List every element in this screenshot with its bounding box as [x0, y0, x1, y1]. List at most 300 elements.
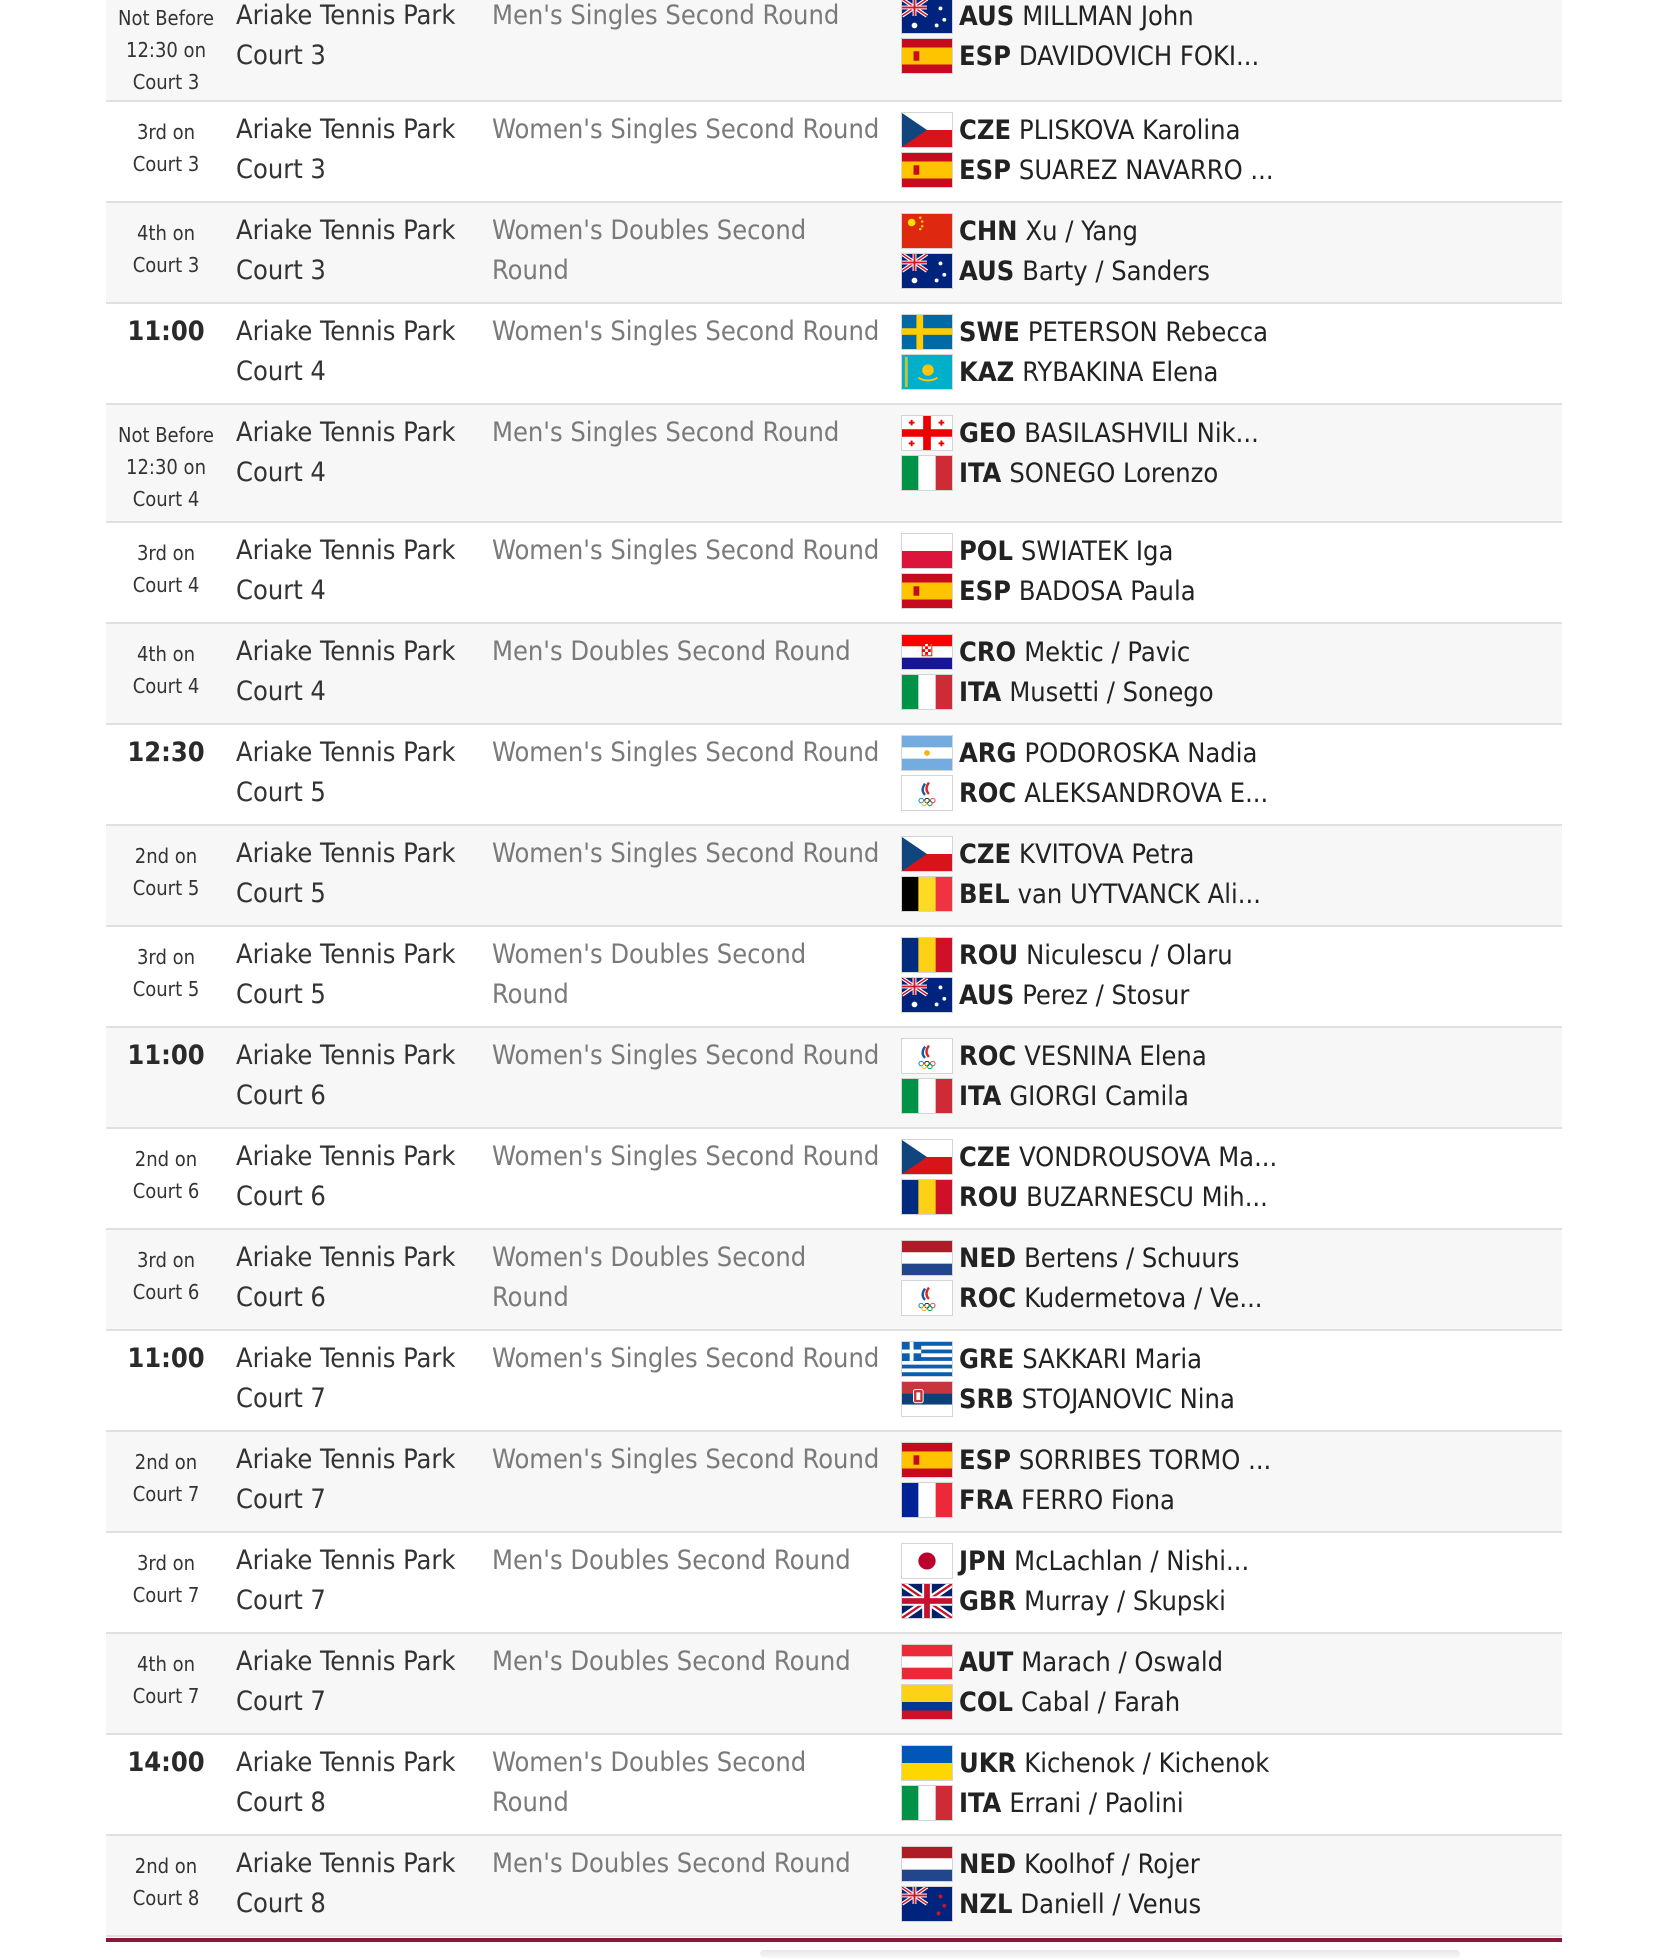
competitor-name: Niculescu / Olaru	[1026, 939, 1233, 971]
venue-court: Court 6	[236, 1282, 326, 1313]
table-row[interactable]	[106, 1634, 1562, 1735]
flag-gre-icon	[901, 1341, 953, 1377]
country-code: ROU	[959, 1181, 1019, 1213]
table-row[interactable]	[106, 1836, 1562, 1937]
event-name[interactable]: Men's Doubles Second Round	[492, 1848, 851, 1879]
venue	[236, 1129, 476, 1217]
match-time	[106, 523, 226, 622]
country-code: AUS	[959, 0, 1015, 32]
competitor-name: Barty / Sanders	[1022, 255, 1210, 287]
competitor[interactable]	[901, 312, 1268, 352]
table-row[interactable]	[106, 0, 1562, 102]
table-row[interactable]	[106, 1432, 1562, 1533]
competitor[interactable]	[901, 0, 1259, 36]
country-code: ROC	[959, 777, 1017, 809]
country-code: ROU	[959, 939, 1019, 971]
flag-geo-icon	[901, 415, 953, 451]
match-time	[106, 1028, 226, 1127]
competitor-name: Kichenok / Kichenok	[1024, 1747, 1270, 1779]
competitor-name: KVITOVA Petra	[1019, 838, 1195, 870]
event-name[interactable]: Men's Doubles Second Round	[492, 1646, 851, 1677]
competitor[interactable]	[901, 531, 1196, 571]
flag-swe-icon	[901, 314, 953, 350]
competitor-name: ALEKSANDROVA E...	[1024, 777, 1269, 809]
competitor-name: MILLMAN John	[1022, 0, 1194, 32]
competitors	[901, 1432, 1271, 1520]
venue-name: Ariake Tennis Park	[236, 316, 456, 347]
country-code: GBR	[959, 1585, 1017, 1617]
table-row[interactable]	[106, 624, 1562, 725]
competitor[interactable]	[901, 1642, 1223, 1682]
flag-roc-icon	[901, 775, 953, 811]
venue	[236, 1230, 476, 1318]
match-time	[106, 0, 226, 100]
flag-esp-icon	[901, 573, 953, 609]
table-row[interactable]	[106, 1028, 1562, 1129]
competitor[interactable]	[901, 352, 1268, 392]
flag-srb-icon	[901, 1381, 953, 1417]
competitors	[901, 1634, 1223, 1722]
flag-aus-icon	[901, 253, 953, 289]
competitor-name: Bertens / Schuurs	[1024, 1242, 1240, 1274]
venue	[236, 1533, 476, 1621]
flag-cze-icon	[901, 836, 953, 872]
competitor-name: Musetti / Sonego	[1009, 676, 1214, 708]
competitor-name: Kudermetova / Ve...	[1024, 1282, 1263, 1314]
venue	[236, 304, 476, 392]
footer-shadow	[760, 1950, 1460, 1958]
venue	[236, 927, 476, 1015]
competitor[interactable]	[901, 834, 1261, 874]
venue-court: Court 5	[236, 878, 326, 909]
match-time-line: 2nd on	[134, 1450, 198, 1474]
match-time-line: Court 7	[132, 1684, 200, 1708]
flag-fra-icon	[901, 1482, 953, 1518]
event-name[interactable]: Women's Singles Second Round	[492, 1141, 880, 1172]
venue	[236, 1331, 476, 1419]
flag-rou-icon	[901, 937, 953, 973]
venue-court: Court 4	[236, 676, 326, 707]
competitors	[901, 1533, 1249, 1621]
venue	[236, 826, 476, 914]
flag-rou-icon	[901, 1179, 953, 1215]
competitor-name: SUAREZ NAVARRO ...	[1018, 154, 1274, 186]
flag-ita-icon	[901, 455, 953, 491]
competitor-name: van UYTVANCK Ali...	[1017, 878, 1261, 910]
country-code: NED	[959, 1848, 1017, 1880]
country-code: ESP	[959, 1444, 1011, 1476]
competitor-name: Perez / Stosur	[1022, 979, 1190, 1011]
flag-jpn-icon	[901, 1543, 953, 1579]
competitor[interactable]	[901, 36, 1259, 76]
venue	[236, 203, 476, 291]
match-time-line: 2nd on	[134, 844, 198, 868]
flag-cro-icon	[901, 634, 953, 670]
competitor-name: Daniell / Venus	[1020, 1888, 1202, 1920]
flag-esp-icon	[901, 1442, 953, 1478]
match-time	[106, 1836, 226, 1935]
competitors	[901, 102, 1274, 190]
country-code: CZE	[959, 838, 1012, 870]
table-row[interactable]	[106, 826, 1562, 927]
competitors	[901, 624, 1214, 712]
country-code: ROC	[959, 1040, 1017, 1072]
competitor-name: BASILASHVILI Nik...	[1024, 417, 1259, 449]
table-bottom-rule	[106, 1938, 1562, 1942]
table-row[interactable]	[106, 1129, 1562, 1230]
competitor-name: VONDROUSOVA Ma...	[1019, 1141, 1278, 1173]
competitor[interactable]	[901, 1682, 1223, 1722]
venue-court: Court 4	[236, 457, 326, 488]
match-time-line: Court 4	[132, 573, 200, 597]
venue-name: Ariake Tennis Park	[236, 535, 456, 566]
country-code: AUT	[959, 1646, 1014, 1678]
venue	[236, 102, 476, 190]
competitor-name: BADOSA Paula	[1018, 575, 1196, 607]
match-time	[106, 304, 226, 403]
match-time-line: Court 3	[132, 253, 200, 277]
competitor-name: SONEGO Lorenzo	[1009, 457, 1219, 489]
country-code: ITA	[959, 676, 1002, 708]
competitor[interactable]	[901, 1177, 1277, 1217]
match-time-line: 11:00	[127, 316, 205, 347]
competitor-name: DAVIDOVICH FOKI...	[1018, 40, 1260, 72]
table-row[interactable]	[106, 1230, 1562, 1331]
competitor[interactable]	[901, 1278, 1263, 1318]
match-time-line: 14:00	[127, 1747, 205, 1778]
match-time	[106, 725, 226, 824]
country-code: SWE	[959, 316, 1020, 348]
country-code: BEL	[959, 878, 1010, 910]
flag-ita-icon	[901, 674, 953, 710]
match-time	[106, 102, 226, 201]
flag-cze-icon	[901, 1139, 953, 1175]
venue-name: Ariake Tennis Park	[236, 1040, 456, 1071]
venue-name: Ariake Tennis Park	[236, 1747, 456, 1778]
competitor-name: Marach / Oswald	[1021, 1646, 1224, 1678]
match-time-line: 12:30	[127, 737, 205, 768]
match-time-line: Court 5	[132, 876, 200, 900]
country-code: CRO	[959, 636, 1017, 668]
country-code: JPN	[959, 1545, 1007, 1577]
competitor-name: McLachlan / Nishi...	[1014, 1545, 1250, 1577]
competitor-name: Xu / Yang	[1025, 215, 1138, 247]
match-time	[106, 1735, 226, 1834]
competitor[interactable]	[901, 1379, 1235, 1419]
event-name[interactable]: Women's Doubles Second Round	[492, 1242, 807, 1313]
country-code: ARG	[959, 737, 1017, 769]
event-name[interactable]: Men's Singles Second Round	[492, 0, 840, 31]
match-time	[106, 1331, 226, 1430]
country-code: ROC	[959, 1282, 1017, 1314]
competitor[interactable]	[901, 571, 1196, 611]
match-time-line: 11:00	[127, 1343, 205, 1374]
competitor[interactable]	[901, 1238, 1263, 1278]
venue	[236, 1432, 476, 1520]
competitor[interactable]	[901, 1844, 1201, 1884]
table-row[interactable]	[106, 1735, 1562, 1836]
flag-esp-icon	[901, 152, 953, 188]
competitor-name: BUZARNESCU Mih...	[1026, 1181, 1268, 1213]
venue-name: Ariake Tennis Park	[236, 939, 456, 970]
match-time	[106, 1634, 226, 1733]
venue-name: Ariake Tennis Park	[236, 0, 456, 31]
competitor-name: Cabal / Farah	[1020, 1686, 1181, 1718]
venue-court: Court 8	[236, 1888, 326, 1919]
flag-ned-icon	[901, 1240, 953, 1276]
competitor-name: STOJANOVIC Nina	[1021, 1383, 1235, 1415]
table-row[interactable]	[106, 927, 1562, 1028]
competitors	[901, 1028, 1207, 1116]
event-name[interactable]: Men's Doubles Second Round	[492, 1545, 851, 1576]
match-time-line: 12:30 on	[126, 38, 206, 62]
venue-court: Court 4	[236, 356, 326, 387]
competitor[interactable]	[901, 1339, 1235, 1379]
competitor-name: PLISKOVA Karolina	[1019, 114, 1241, 146]
competitor-name: Koolhof / Rojer	[1024, 1848, 1200, 1880]
competitors	[901, 927, 1233, 1015]
venue-court: Court 6	[236, 1080, 326, 1111]
competitors	[901, 405, 1259, 493]
country-code: COL	[959, 1686, 1013, 1718]
competitor[interactable]	[901, 773, 1268, 813]
competitor[interactable]	[901, 150, 1274, 190]
flag-aus-icon	[901, 0, 953, 34]
country-code: GEO	[959, 417, 1017, 449]
competitor-name: PODOROSKA Nadia	[1024, 737, 1258, 769]
flag-arg-icon	[901, 735, 953, 771]
event-name[interactable]: Women's Singles Second Round	[492, 535, 880, 566]
country-code: FRA	[959, 1484, 1014, 1516]
competitor-name: PETERSON Rebecca	[1027, 316, 1268, 348]
venue-court: Court 8	[236, 1787, 326, 1818]
match-time-line: 3rd on	[136, 120, 196, 144]
competitors	[901, 725, 1268, 813]
competitor[interactable]	[901, 1783, 1269, 1823]
country-code: CZE	[959, 1141, 1012, 1173]
venue-court: Court 4	[236, 575, 326, 606]
country-code: NZL	[959, 1888, 1013, 1920]
competitor-name: GIORGI Camila	[1009, 1080, 1189, 1112]
flag-roc-icon	[901, 1280, 953, 1316]
table-row[interactable]	[106, 725, 1562, 826]
event-name[interactable]: Women's Singles Second Round	[492, 1040, 880, 1071]
venue-name: Ariake Tennis Park	[236, 1646, 456, 1677]
flag-chn-icon	[901, 213, 953, 249]
venue-name: Ariake Tennis Park	[236, 1444, 456, 1475]
competitor-name: Murray / Skupski	[1024, 1585, 1226, 1617]
match-time	[106, 927, 226, 1026]
competitors	[901, 1735, 1269, 1823]
venue	[236, 0, 476, 76]
competitor-name: SORRIBES TORMO ...	[1018, 1444, 1272, 1476]
table-row[interactable]	[106, 1533, 1562, 1634]
venue-name: Ariake Tennis Park	[236, 1848, 456, 1879]
venue	[236, 725, 476, 813]
country-code: ESP	[959, 154, 1011, 186]
venue-name: Ariake Tennis Park	[236, 1343, 456, 1374]
match-time-line: Not Before	[117, 423, 214, 447]
table-row[interactable]	[106, 1331, 1562, 1432]
competitor-name: Errani / Paolini	[1009, 1787, 1184, 1819]
competitor[interactable]	[901, 1480, 1271, 1520]
event-name[interactable]: Women's Singles Second Round	[492, 316, 880, 347]
match-time-line: 2nd on	[134, 1854, 198, 1878]
flag-nzl-icon	[901, 1886, 953, 1922]
competitor-name: FERRO Fiona	[1021, 1484, 1175, 1516]
event-name[interactable]: Women's Singles Second Round	[492, 1343, 880, 1374]
flag-aus-icon	[901, 977, 953, 1013]
flag-ita-icon	[901, 1785, 953, 1821]
venue	[236, 405, 476, 493]
match-time-line: Court 7	[132, 1583, 200, 1607]
competitor[interactable]	[901, 1541, 1249, 1581]
match-time-line: Court 7	[132, 1482, 200, 1506]
venue	[236, 624, 476, 712]
venue-name: Ariake Tennis Park	[236, 636, 456, 667]
match-time-line: 3rd on	[136, 1248, 196, 1272]
venue-name: Ariake Tennis Park	[236, 114, 456, 145]
venue-name: Ariake Tennis Park	[236, 417, 456, 448]
event-name[interactable]: Men's Doubles Second Round	[492, 636, 851, 667]
venue-court: Court 5	[236, 777, 326, 808]
competitor[interactable]	[901, 1076, 1207, 1116]
competitor-name: VESNINA Elena	[1024, 1040, 1207, 1072]
competitor-name: SAKKARI Maria	[1022, 1343, 1202, 1375]
match-time-line: 12:30 on	[126, 455, 206, 479]
competitor[interactable]	[901, 453, 1259, 493]
event-name[interactable]: Women's Singles Second Round	[492, 737, 880, 768]
event-name[interactable]: Women's Singles Second Round	[492, 1444, 880, 1475]
event-name[interactable]: Women's Doubles Second Round	[492, 1747, 807, 1818]
match-time-line: 3rd on	[136, 1551, 196, 1575]
competitor[interactable]	[901, 413, 1259, 453]
country-code: POL	[959, 535, 1013, 567]
competitors	[901, 1836, 1201, 1924]
venue-name: Ariake Tennis Park	[236, 215, 456, 246]
venue	[236, 1735, 476, 1823]
country-code: ITA	[959, 1787, 1002, 1819]
table-row[interactable]	[106, 523, 1562, 624]
competitors	[901, 1129, 1277, 1217]
venue-court: Court 3	[236, 40, 326, 71]
match-time-line: Court 4	[132, 487, 200, 511]
venue-court: Court 7	[236, 1484, 326, 1515]
venue-name: Ariake Tennis Park	[236, 1242, 456, 1273]
competitor[interactable]	[901, 975, 1233, 1015]
match-time-line: Court 3	[132, 152, 200, 176]
venue-court: Court 5	[236, 979, 326, 1010]
match-time-line: 2nd on	[134, 1147, 198, 1171]
match-time-line: Court 5	[132, 977, 200, 1001]
competitor[interactable]	[901, 1440, 1271, 1480]
competitor[interactable]	[901, 672, 1214, 712]
flag-ita-icon	[901, 1078, 953, 1114]
table-row[interactable]	[106, 203, 1562, 304]
country-code: ITA	[959, 1080, 1002, 1112]
competitor-name: RYBAKINA Elena	[1022, 356, 1219, 388]
competitors	[901, 523, 1196, 611]
competitors	[901, 1230, 1263, 1318]
competitor[interactable]	[901, 1743, 1269, 1783]
flag-ned-icon	[901, 1846, 953, 1882]
country-code: CZE	[959, 114, 1012, 146]
venue	[236, 523, 476, 611]
venue-court: Court 7	[236, 1383, 326, 1414]
match-time	[106, 405, 226, 521]
competitor[interactable]	[901, 1137, 1277, 1177]
event-name[interactable]: Men's Singles Second Round	[492, 417, 840, 448]
competitor[interactable]	[901, 211, 1210, 251]
competitor[interactable]	[901, 632, 1214, 672]
match-time-line: Court 4	[132, 674, 200, 698]
competitor[interactable]	[901, 733, 1268, 773]
competitor[interactable]	[901, 110, 1274, 150]
flag-gbr-icon	[901, 1583, 953, 1619]
competitor[interactable]	[901, 1884, 1201, 1924]
flag-roc-icon	[901, 1038, 953, 1074]
event-name[interactable]: Women's Singles Second Round	[492, 114, 880, 145]
match-time	[106, 826, 226, 925]
venue-court: Court 7	[236, 1686, 326, 1717]
match-time	[106, 203, 226, 302]
country-code: ESP	[959, 40, 1011, 72]
table-row[interactable]	[106, 405, 1562, 523]
flag-bel-icon	[901, 876, 953, 912]
competitors	[901, 1331, 1235, 1419]
venue	[236, 1836, 476, 1924]
competitor[interactable]	[901, 935, 1233, 975]
flag-kaz-icon	[901, 354, 953, 390]
match-time-line: 11:00	[127, 1040, 205, 1071]
event-name[interactable]: Women's Doubles Second Round	[492, 215, 807, 286]
competitor[interactable]	[901, 1581, 1249, 1621]
country-code: UKR	[959, 1747, 1017, 1779]
match-time-line: 4th on	[136, 1652, 196, 1676]
venue-court: Court 3	[236, 255, 326, 286]
country-code: CHN	[959, 215, 1018, 247]
country-code: ITA	[959, 457, 1002, 489]
venue	[236, 1028, 476, 1116]
competitors	[901, 826, 1261, 914]
venue-name: Ariake Tennis Park	[236, 838, 456, 869]
event-name[interactable]: Women's Doubles Second Round	[492, 939, 807, 1010]
table-row[interactable]	[106, 102, 1562, 203]
match-time-line: 3rd on	[136, 945, 196, 969]
match-time-line: Court 3	[132, 70, 200, 94]
match-time	[106, 1533, 226, 1632]
flag-aut-icon	[901, 1644, 953, 1680]
competitor[interactable]	[901, 1036, 1207, 1076]
flag-esp-icon	[901, 38, 953, 74]
flag-cze-icon	[901, 112, 953, 148]
event-name[interactable]: Women's Singles Second Round	[492, 838, 880, 869]
country-code: GRE	[959, 1343, 1015, 1375]
venue-name: Ariake Tennis Park	[236, 737, 456, 768]
flag-col-icon	[901, 1684, 953, 1720]
venue-court: Court 3	[236, 154, 326, 185]
table-row[interactable]	[106, 304, 1562, 405]
country-code: ESP	[959, 575, 1011, 607]
competitors	[901, 304, 1268, 392]
competitor[interactable]	[901, 874, 1261, 914]
match-time	[106, 1432, 226, 1531]
country-code: NED	[959, 1242, 1017, 1274]
country-code: AUS	[959, 979, 1015, 1011]
venue-court: Court 6	[236, 1181, 326, 1212]
country-code: KAZ	[959, 356, 1015, 388]
competitor[interactable]	[901, 251, 1210, 291]
